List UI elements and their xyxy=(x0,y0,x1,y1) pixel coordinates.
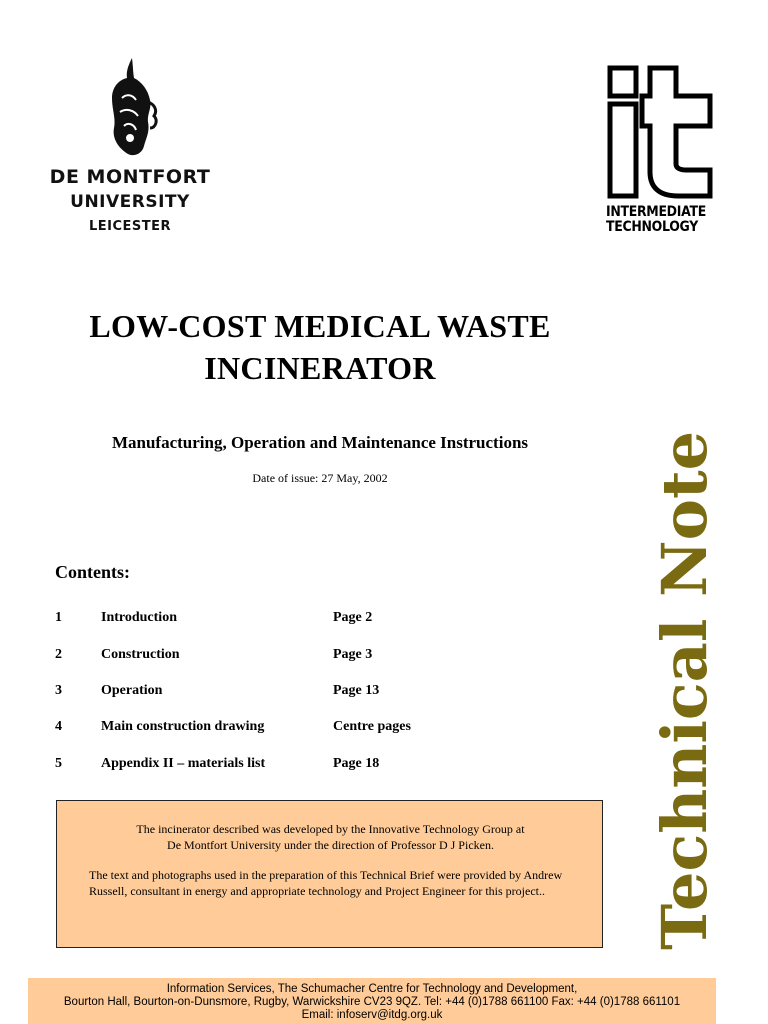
footer-line-2: Bourton Hall, Bourton-on-Dunsmore, Rugby, Warwickshire CV23 9QZ. Tel: +44 (0)1788 661100 Fax: +44 (0)1788 661101 xyxy=(63,996,681,1008)
toc-title: Main construction drawing xyxy=(101,719,265,734)
dmu-logo xyxy=(40,58,220,238)
toc-title: Appendix II – materials list xyxy=(101,756,266,771)
footer-line-1: Information Services, The Schumacher Centre for Technology and Development, xyxy=(166,983,578,995)
toc-row xyxy=(55,610,595,630)
credits-box xyxy=(56,800,603,948)
credits-line-2: De Montfort University under the direction of Professor D J Picken. xyxy=(167,838,494,852)
toc-row xyxy=(55,719,595,739)
toc-title: Construction xyxy=(101,647,180,662)
toc-title: Operation xyxy=(101,683,163,698)
toc-page: Page 3 xyxy=(333,647,373,662)
dmu-university-text: UNIVERSITY xyxy=(70,192,190,212)
toc-page: Page 2 xyxy=(333,610,373,625)
credits-paragraph-2: The text and photographs used in the preparation of this Technical Brief were provided by Andrew Russell, consultant in energy and appropriate technology and Project Engineer for this project.. xyxy=(89,868,563,898)
toc-number: 2 xyxy=(55,647,62,662)
credits-paragraph-1 xyxy=(57,821,604,853)
intermediate-technology-logo xyxy=(606,64,718,234)
it-logo-line2: TECHNOLOGY xyxy=(606,217,698,235)
technical-note-side-label xyxy=(650,380,720,950)
toc-row xyxy=(55,756,595,776)
toc-page: Page 13 xyxy=(333,683,380,698)
title-line2: INCINERATOR xyxy=(204,350,436,386)
technical-note-text: Technical Note xyxy=(648,430,721,950)
title-line1: LOW-COST MEDICAL WASTE xyxy=(89,308,551,344)
it-logo-line1: INTERMEDIATE xyxy=(606,202,706,220)
footer xyxy=(28,978,716,1024)
toc-title: Introduction xyxy=(101,610,177,625)
toc-page: Page 18 xyxy=(333,756,380,771)
toc-row xyxy=(55,647,595,667)
dmu-name-text: DE MONTFORT xyxy=(49,166,211,188)
footer-email[interactable]: Email: infoserv@itdg.org.uk xyxy=(301,1009,443,1021)
credits-line-1: The incinerator described was developed by the Innovative Technology Group at xyxy=(136,822,525,836)
toc-number: 1 xyxy=(55,610,62,625)
it-mark-icon xyxy=(606,64,714,200)
toc-number: 4 xyxy=(55,719,62,734)
toc-number: 5 xyxy=(55,756,62,771)
toc-number: 3 xyxy=(55,683,62,698)
toc-row xyxy=(55,683,595,703)
document-subtitle: Manufacturing, Operation and Maintenance Instructions xyxy=(111,433,529,452)
lion-crest-icon xyxy=(98,58,162,158)
issue-date: Date of issue: 27 May, 2002 xyxy=(252,471,388,485)
contents-heading: Contents: xyxy=(55,562,130,582)
dmu-city-text: LEICESTER xyxy=(88,219,172,234)
toc-page: Centre pages xyxy=(333,719,411,734)
document-title xyxy=(40,305,600,389)
